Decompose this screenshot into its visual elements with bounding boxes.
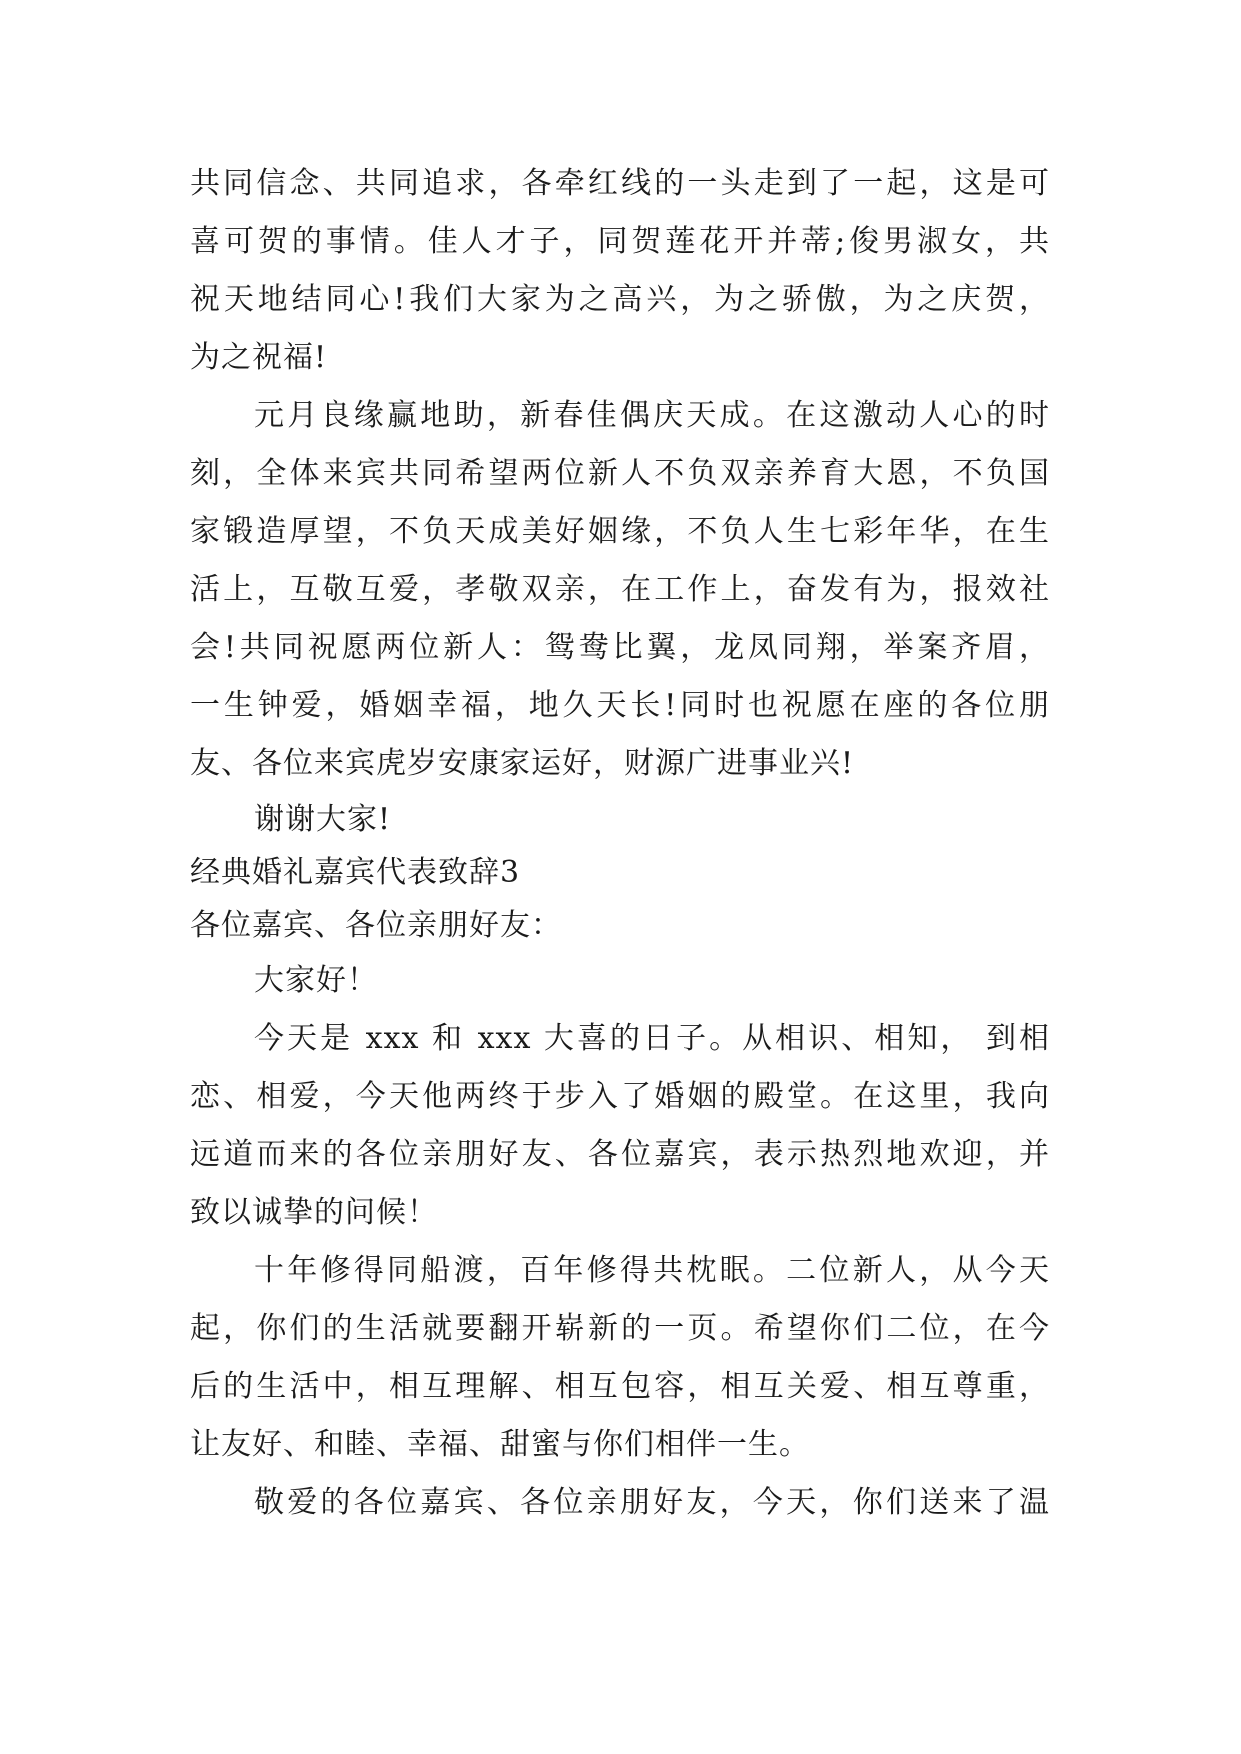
paragraph-line: 刻，全体来宾共同希望两位新人不负双亲养育大恩，不负国 [190,456,1050,491]
paragraph-line: 会!共同祝愿两位新人：鸳鸯比翼，龙凤同翔，举案齐眉， [190,630,1050,665]
document-body [190,155,1050,1532]
paragraph-line: 家锻造厚望，不负天成美好姻缘，不负人生七彩年华，在生 [190,514,1050,549]
paragraph-line: 十年修得同船渡，百年修得共枕眠。二位新人，从今天 [254,1253,1050,1288]
closing-line: 谢谢大家! [254,802,392,837]
greeting: 大家好！ [254,963,378,998]
paragraph-line: 今天是 xxx 和 xxx 大喜的日子。从相识、相知， 到相 [254,1021,1050,1056]
paragraph-line: 活上，互敬互爱，孝敬双亲，在工作上，奋发有为，报效社 [190,572,1050,607]
paragraph-line: 让友好、和睦、幸福、甜蜜与你们相伴一生。 [190,1427,810,1462]
paragraph-line: 一生钟爱，婚姻幸福，地久天长!同时也祝愿在座的各位朋 [190,688,1050,723]
paragraph-line: 元月良缘赢地助，新春佳偶庆天成。在这激动人心的时 [254,398,1050,433]
paragraph-line: 远道而来的各位亲朋好友、各位嘉宾，表示热烈地欢迎，并 [190,1137,1050,1172]
paragraph-line: 恋、相爱，今天他两终于步入了婚姻的殿堂。在这里，我向 [190,1079,1050,1114]
paragraph-line: 共同信念、共同追求，各牵红线的一头走到了一起，这是可 [190,166,1050,201]
paragraph-line: 友、各位来宾虎岁安康家运好，财源广进事业兴! [190,746,855,781]
paragraph-line: 致以诚挚的问候！ [190,1195,438,1230]
paragraph-line: 敬爱的各位嘉宾、各位亲朋好友，今天，你们送来了温 [254,1485,1050,1520]
paragraph-line: 为之祝福! [190,340,328,375]
paragraph-line: 后的生活中，相互理解、相互包容，相互关爱、相互尊重， [190,1369,1050,1404]
section-title: 经典婚礼嘉宾代表致辞3 [190,855,521,890]
paragraph-line: 起，你们的生活就要翻开崭新的一页。希望你们二位，在今 [190,1311,1050,1346]
salutation: 各位嘉宾、各位亲朋好友： [190,908,562,943]
paragraph-line: 喜可贺的事情。佳人才子，同贺莲花开并蒂;俊男淑女，共 [190,224,1050,259]
paragraph-line: 祝天地结同心!我们大家为之高兴，为之骄傲，为之庆贺， [190,282,1050,317]
